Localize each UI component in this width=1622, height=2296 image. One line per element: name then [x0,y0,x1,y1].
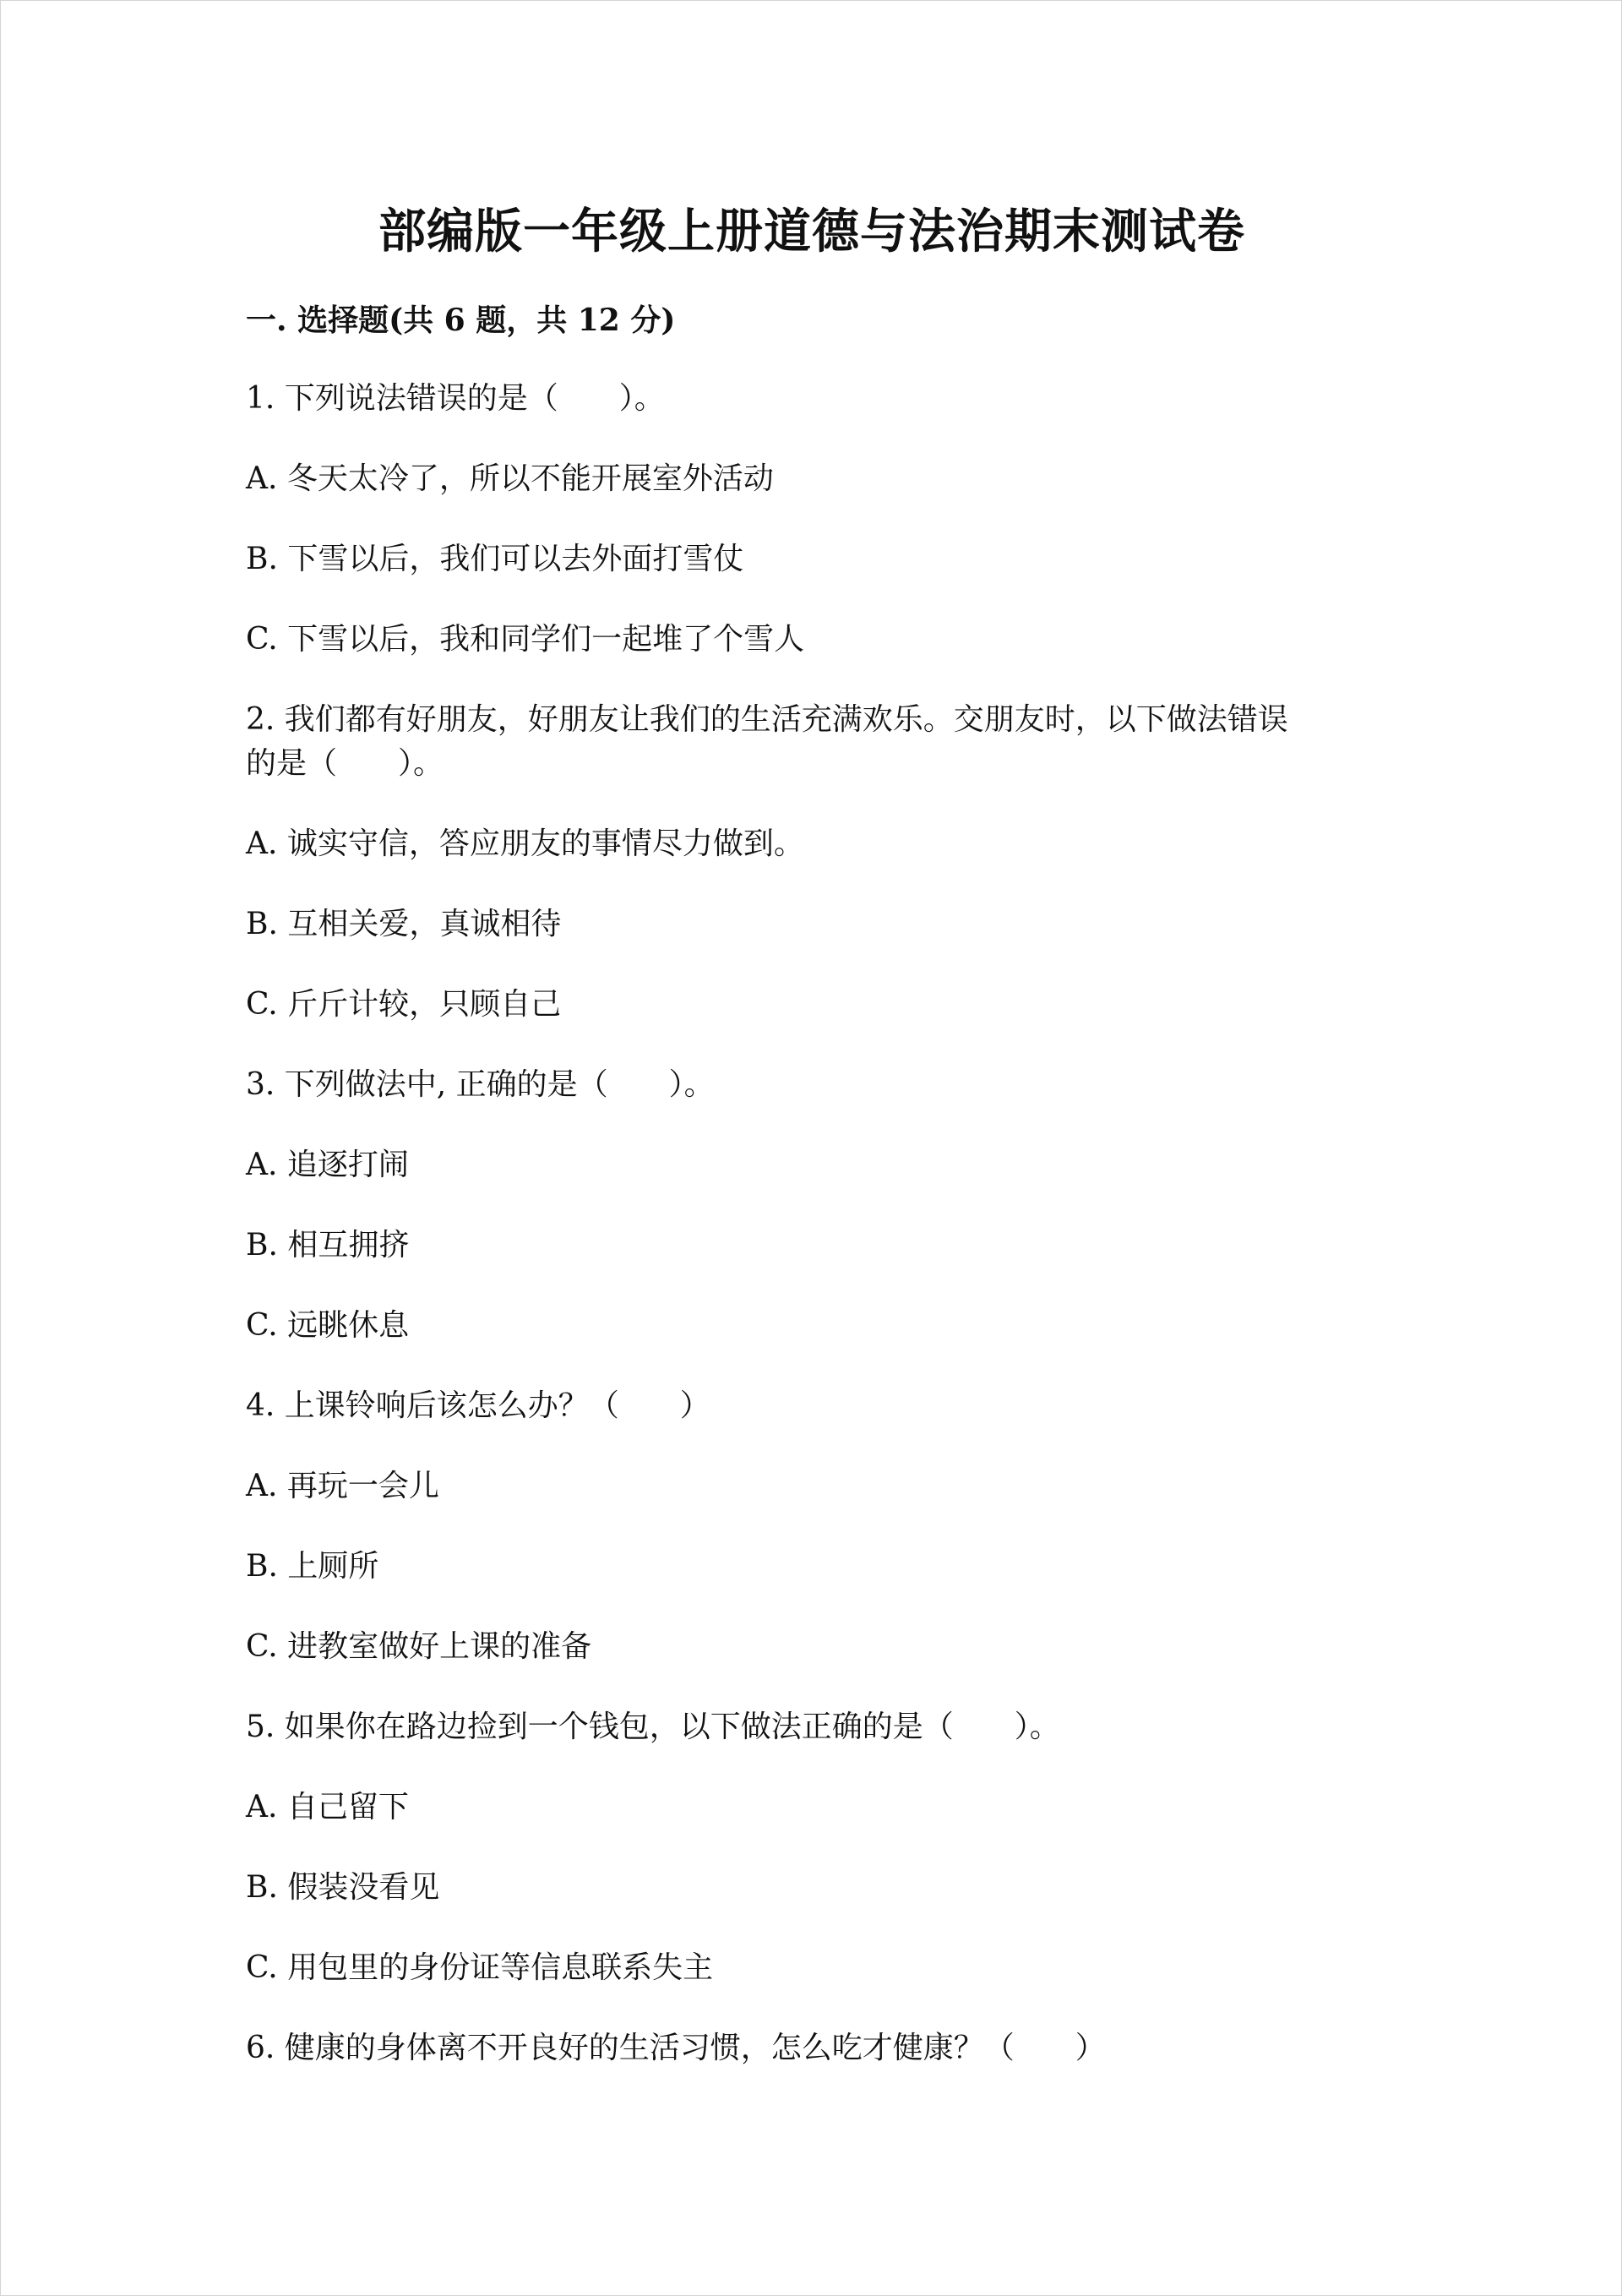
option-c: C. 进教室做好上课的准备 [246,1629,592,1664]
question-3 [246,1063,1378,1348]
option-a: A. 冬天太冷了，所以不能开展室外活动 [246,461,774,496]
option-b: B. 互相关爱，真诚相待 [246,907,562,941]
option-b: B. 假装没看见 [246,1870,440,1905]
option-b: B. 下雪以后，我们可以去外面打雪仗 [246,542,744,576]
option-b: B. 上厕所 [246,1549,379,1584]
option-a: A. 追逐打闹 [246,1148,409,1182]
option-a: A. 自己留下 [246,1790,409,1824]
option-a: A. 再玩一会儿 [246,1469,439,1503]
question-stem-line-1: 2. 我们都有好朋友，好朋友让我们的生活充满欢乐。交朋友时，以下做法错误 [246,702,1288,737]
question-4 [246,1384,1378,1669]
section-heading: 一. 选择题(共 6 题，共 12 分) [246,303,676,338]
question-stem: 1. 下列说法错误的是（ ）。 [246,381,665,416]
question-stem: 4. 上课铃响后该怎么办？（ ） [246,1388,710,1423]
question-list [246,377,1378,2107]
page-title: 部编版一年级上册道德与法治期末测试卷 [378,204,1245,259]
question-stem-line-2: 的是（ ）。 [246,746,444,781]
question-stem: 5. 如果你在路边捡到一个钱包，以下做法正确的是（ ）。 [246,1710,1060,1744]
question-5 [246,1705,1378,1990]
option-c: C. 用包里的身份证等信息联系失主 [246,1950,714,1985]
question-stem: 3. 下列做法中, 正确的是（ ）。 [246,1067,715,1102]
question-1 [246,377,1378,662]
option-a: A. 诚实守信，答应朋友的事情尽力做到。 [246,826,804,861]
option-b: B. 相互拥挤 [246,1228,410,1263]
option-c: C. 下雪以后，我和同学们一起堆了个雪人 [246,622,805,657]
question-2 [246,698,1378,1027]
option-c: C. 斤斤计较，只顾自己 [246,987,562,1022]
question-6 [246,2026,1378,2070]
option-c: C. 远眺休息 [246,1308,410,1343]
question-stem: 6. 健康的身体离不开良好的生活习惯，怎么吃才健康？（ ） [246,2031,1106,2065]
